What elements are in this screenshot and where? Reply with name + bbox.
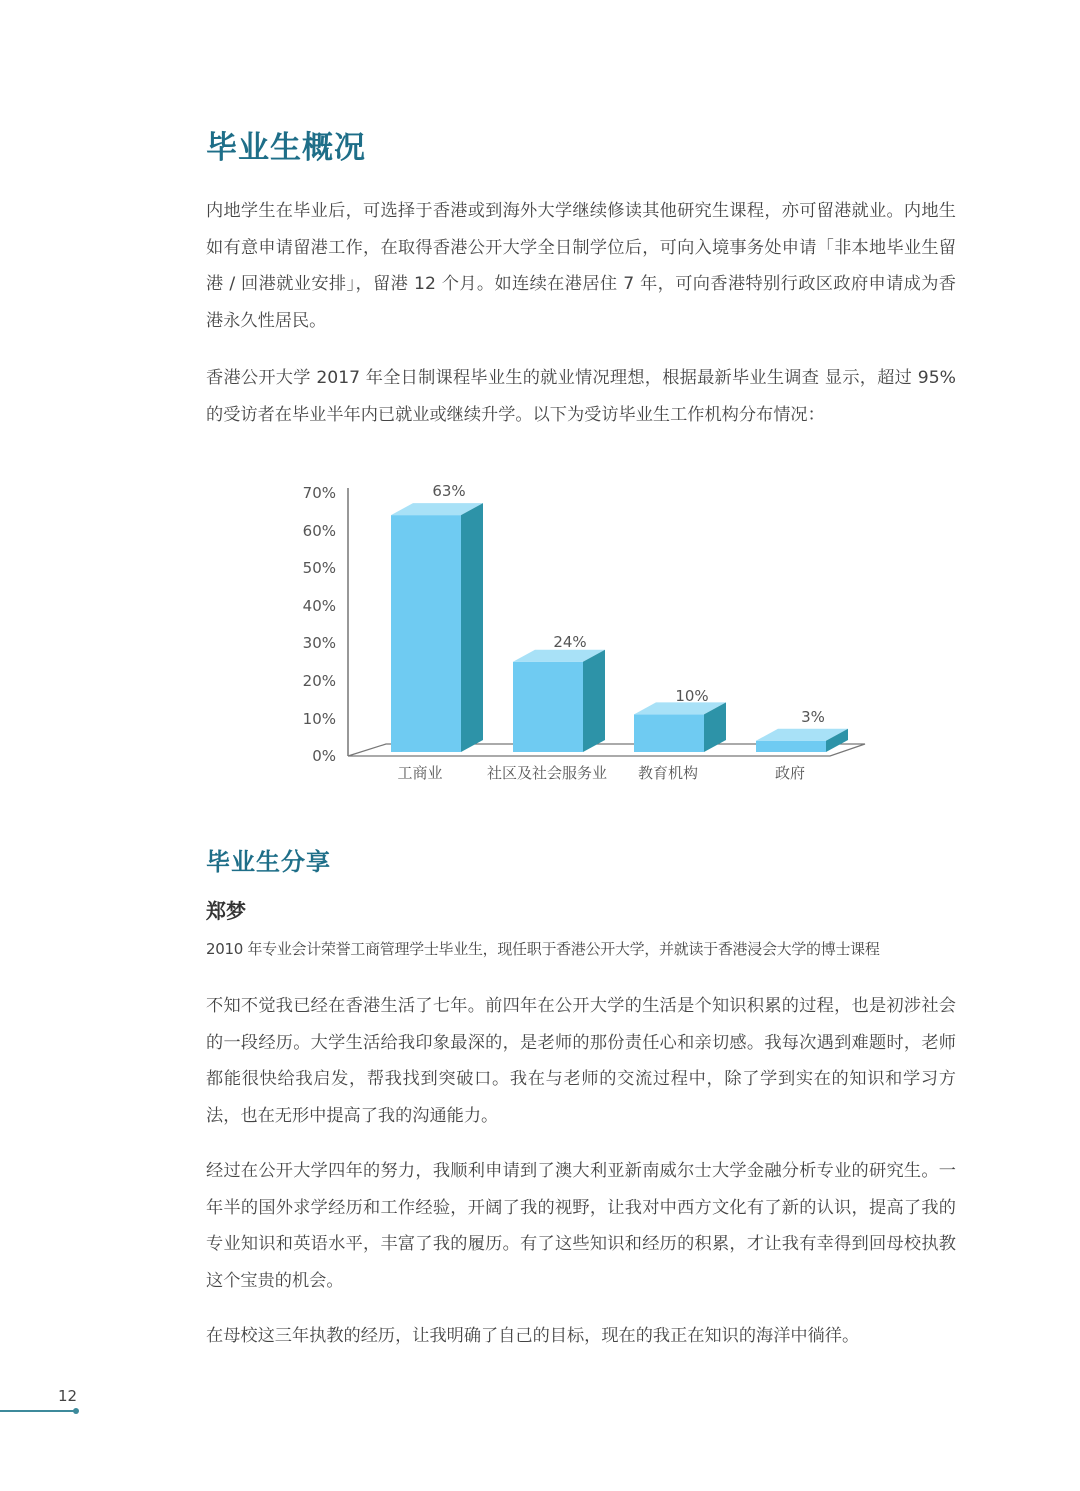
overview-paragraph-2: 香港公开大学 2017 年全日制课程毕业生的就业情况理想，根据最新毕业生调查 显示，超过 95% 的受访者在毕业半年内已就业或继续升学。以下为受访毕业生工作机构分布情况：: [206, 368, 956, 425]
bar-value-label: 24%: [553, 633, 587, 651]
footer-rule: [0, 1410, 76, 1412]
x-category-label: 社区及社会服务业: [486, 764, 607, 782]
section-title-graduate-sharing: 毕业生分享: [206, 848, 331, 876]
y-tick: 40%: [302, 597, 336, 615]
y-tick: 0%: [312, 747, 336, 765]
y-tick: 50%: [302, 559, 336, 577]
graduate-description: 2010 年专业会计荣誉工商管理学士毕业生，现任职于香港公开大学，并就读于香港浸会大学的博士课程: [206, 940, 880, 958]
section-title-graduate-overview: 毕业生概况: [206, 130, 366, 166]
y-tick: 20%: [302, 672, 336, 690]
bar-value-label: 63%: [432, 482, 466, 500]
bar-value-label: 10%: [675, 687, 709, 705]
testimonial-paragraph-3: 在母校这三年执教的经历，让我明确了自己的目标，现在的我正在知识的海洋中徜徉。: [206, 1326, 860, 1346]
page-number: 12: [58, 1387, 78, 1405]
bar-value-label: 3%: [801, 708, 825, 726]
x-category-label: 政府: [774, 764, 805, 782]
x-category-label: 教育机构: [637, 764, 698, 782]
footer-dot: [73, 1408, 79, 1414]
testimonial-paragraph-2: 经过在公开大学四年的努力，我顺利申请到了澳大利亚新南威尔士大学金融分析专业的研究生。一年半的国外求学经历和工作经验，开阔了我的视野，让我对中西方文化有了新的认识，提高了我的专业知识和英语水平，丰富了我的履历。有了这些知识和经历的积累，才让我有幸得到回母校执教这个宝贵的机会。: [206, 1161, 956, 1291]
y-tick: 60%: [302, 522, 336, 540]
y-tick: 30%: [302, 634, 336, 652]
overview-paragraph-1: 内地学生在毕业后，可选择于香港或到海外大学继续修读其他研究生课程，亦可留港就业。内地生如有意申请留港工作，在取得香港公开大学全日制学位后，可向入境事务处申请「非本地毕业生留港 / 回港就业安排」，留港 12 个月。如连续在港居住 7 年，可向香港特别行政区政府申请成为香港永久性居民。: [206, 201, 956, 331]
testimonial-paragraph-1: 不知不觉我已经在香港生活了七年。前四年在公开大学的生活是个知识积累的过程，也是初涉社会的一段经历。大学生活给我印象最深的，是老师的那份责任心和亲切感。我每次遇到难题时，老师都能很快给我启发，帮我找到突破口。我在与老师的交流过程中，除了学到实在的知识和学习方法，也在无形中提高了我的沟通能力。: [206, 996, 956, 1126]
employment-bar-chart: [280, 470, 900, 800]
y-tick: 10%: [302, 710, 336, 728]
x-category-label: 工商业: [397, 764, 443, 782]
y-tick: 70%: [302, 484, 336, 502]
graduate-name: 郑梦: [206, 899, 246, 923]
